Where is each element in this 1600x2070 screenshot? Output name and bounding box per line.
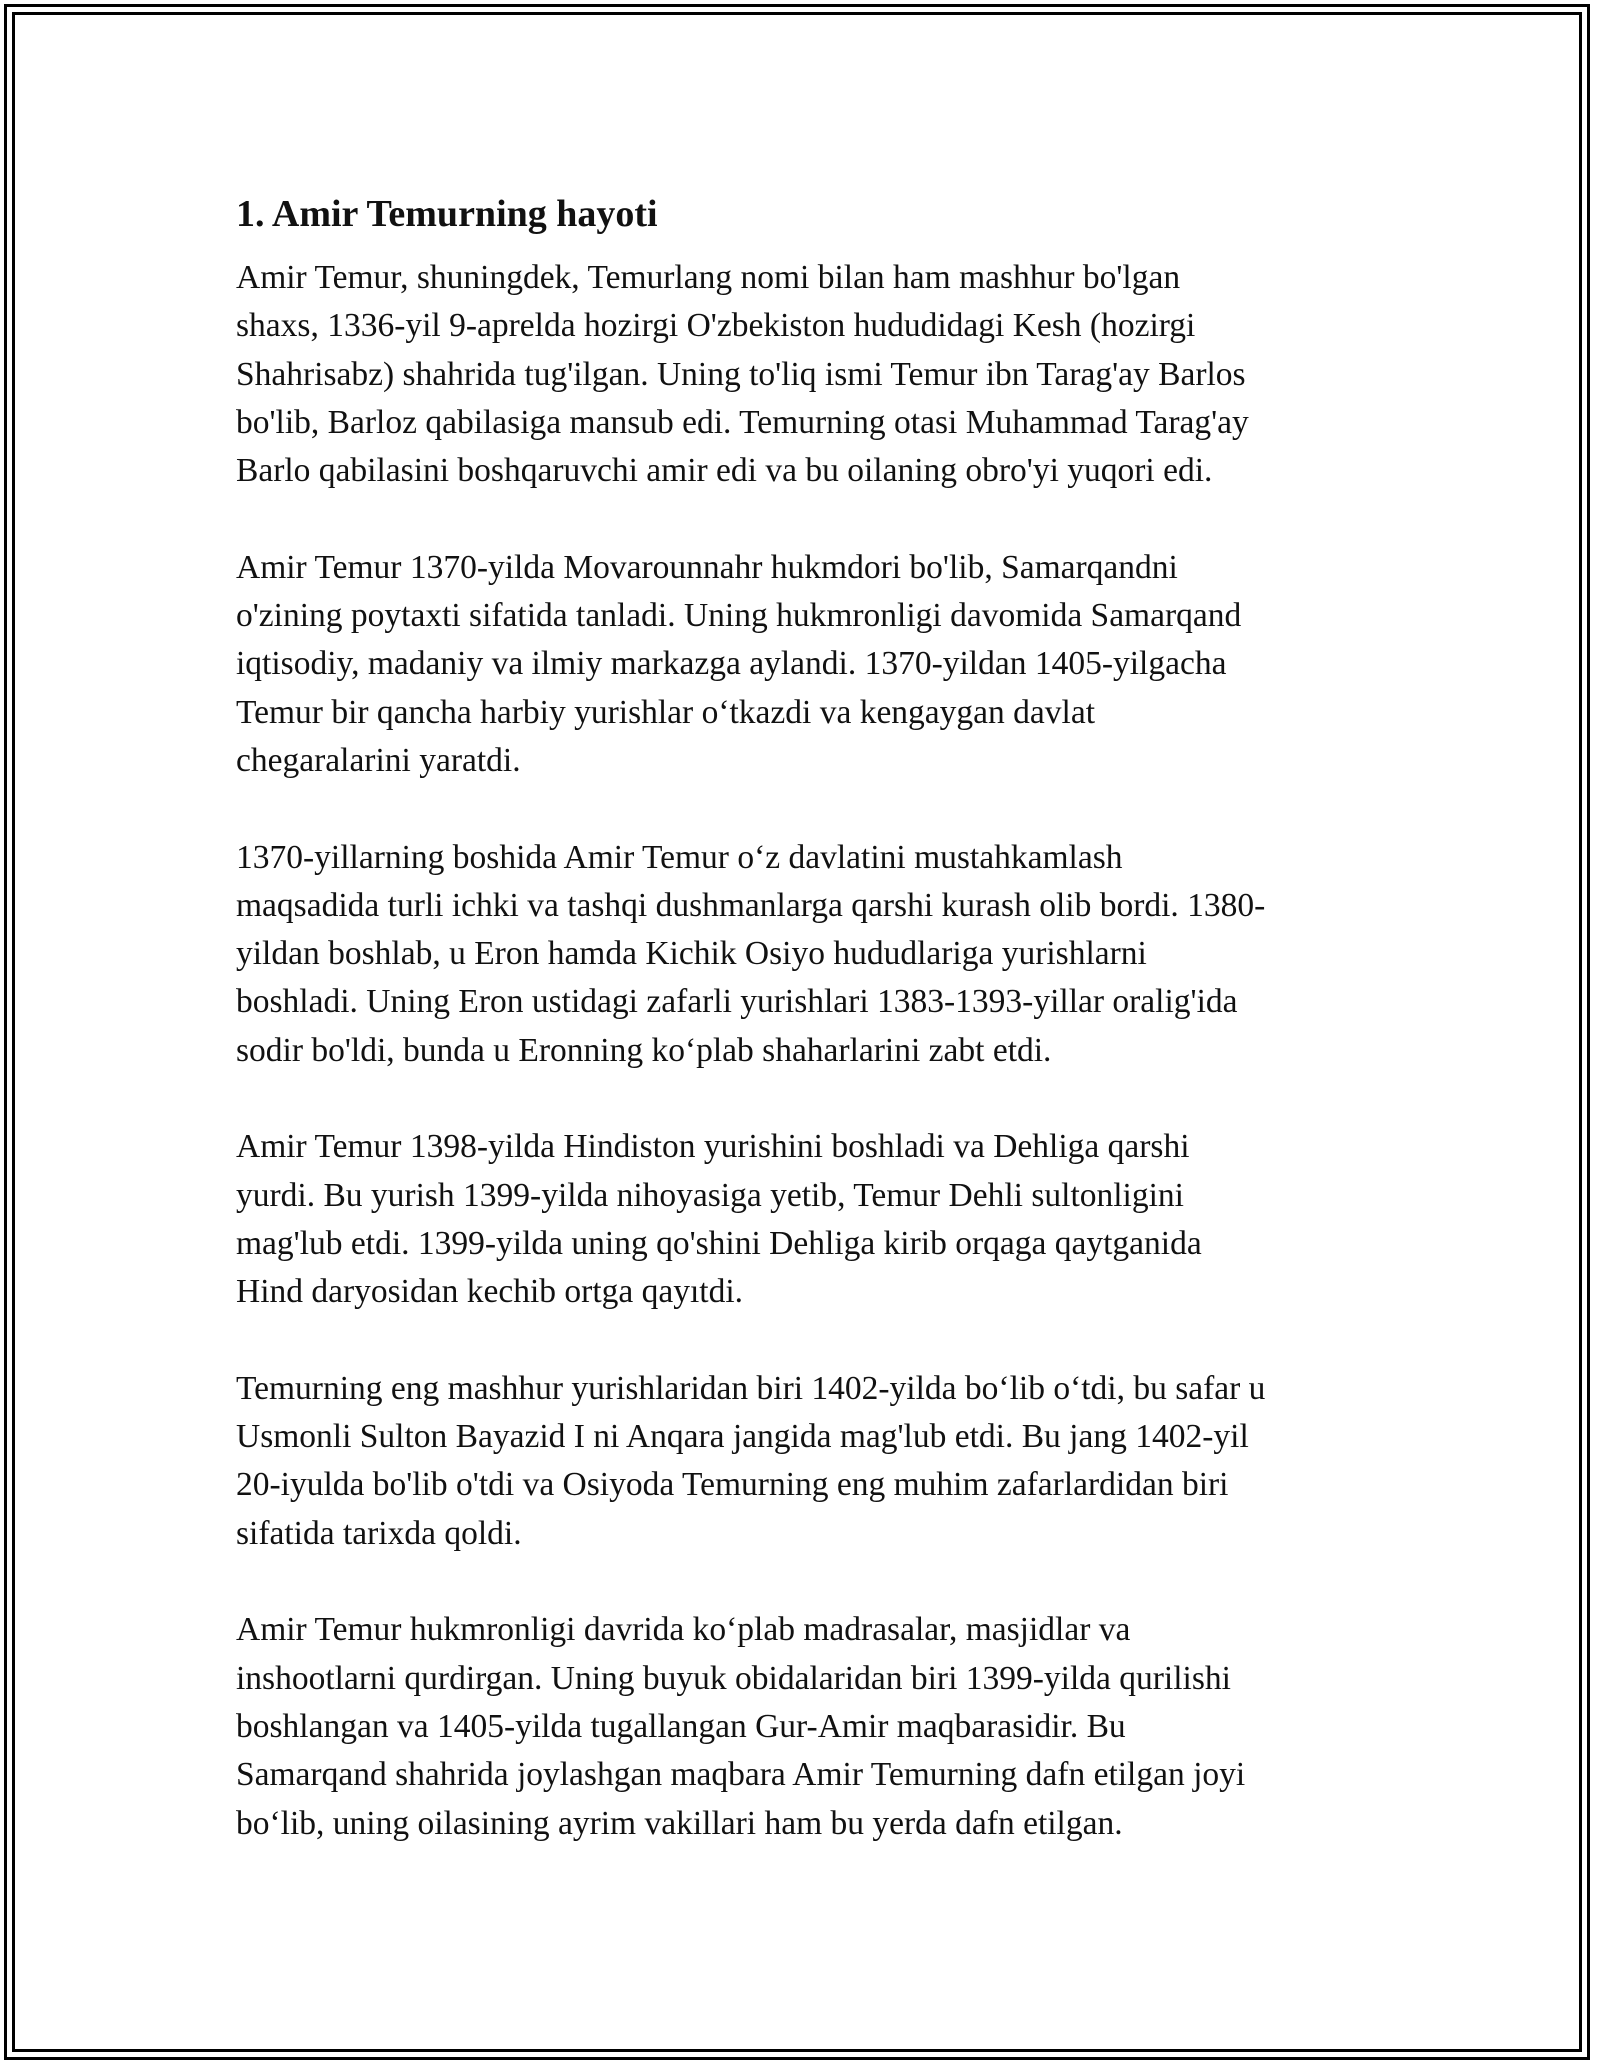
paragraph-india: Amir Temur 1398-yilda Hindiston yurishini boshladi va Dehliga qarshi yurdi. Bu yurish 1399-yilda nihoyasiga yetib, Temur Dehli sultonligini mag'lub etdi. 1399-yilda uning qo'shini Dehliga kirib orqaga qaytganida Hind daryosidan kechib ortga qayıtdi. [236, 1128, 1202, 1311]
section-heading: 1. Amir Temurning hayoti [236, 193, 658, 235]
paragraph-campaigns: 1370-yillarning boshida Amir Temur oʻz davlatini mustahkamlash maqsadida turli ichki va tashqi dushmanlarga qarshi kurash olib bordi. 1380- yildan boshlab, u Eron hamda Kichik Osiyo hududlariga yurishlarni boshladi. Uning Eron ustidagi zafarli yurishlari 1383-1393-yillar oralig'ida sodir bo'ldi, bunda u Eronning koʻplab shaharlarini zabt etdi. [236, 838, 1266, 1069]
paragraph-architecture: Amir Temur hukmronligi davrida koʻplab madrasalar, masjidlar va inshootlarni qurdirgan. Uning buyuk obidalaridan biri 1399-yilda qurilishi boshlangan va 1405-yilda tugallangan Gur-Amir maqbarasidir. Bu Samarqand shahrida joylashgan maqbara Amir Temurning dafn etilgan joyi boʻlib, uning oilasining ayrim vakillari ham bu yerda dafn etilgan. [236, 1611, 1246, 1842]
paragraph-birth: Amir Temur, shuningdek, Temurlang nomi bilan ham mashhur bo'lgan shaxs, 1336-yil 9-aprelda hozirgi O'zbekiston hududidagi Kesh (hozirgi Shahrisabz) shahrida tug'ilgan. Uning to'liq ismi Temur ibn Tarag'ay Barlos bo'lib, Barloz qabilasiga mansub edi. Temurning otasi Muhammad Tarag'ay Barlo qabilasini boshqaruvchi amir edi va bu oilaning obro'yi yuqori edi. [236, 259, 1249, 490]
document-body [236, 186, 1376, 1896]
paragraph-rule: Amir Temur 1370-yilda Movarounnahr hukmdori bo'lib, Samarqandni o'zining poytaxti sifatida tanladi. Uning hukmronligi davomida Samarqand iqtisodiy, madaniy va ilmiy markazga aylandi. 1370-yildan 1405-yilgacha Temur bir qancha harbiy yurishlar oʻtkazdi va kengaygan davlat chegaralarini yaratdi. [236, 548, 1242, 779]
paragraph-ankara: Temurning eng mashhur yurishlaridan biri 1402-yilda boʻlib oʻtdi, bu safar u Usmonli Sulton Bayazid I ni Anqara jangida mag'lub etdi. Bu jang 1402-yil 20-iyulda bo'lib o'tdi va Osiyoda Temurning eng muhim zafarlardidan biri sifatida tarixda qoldi. [236, 1369, 1266, 1552]
